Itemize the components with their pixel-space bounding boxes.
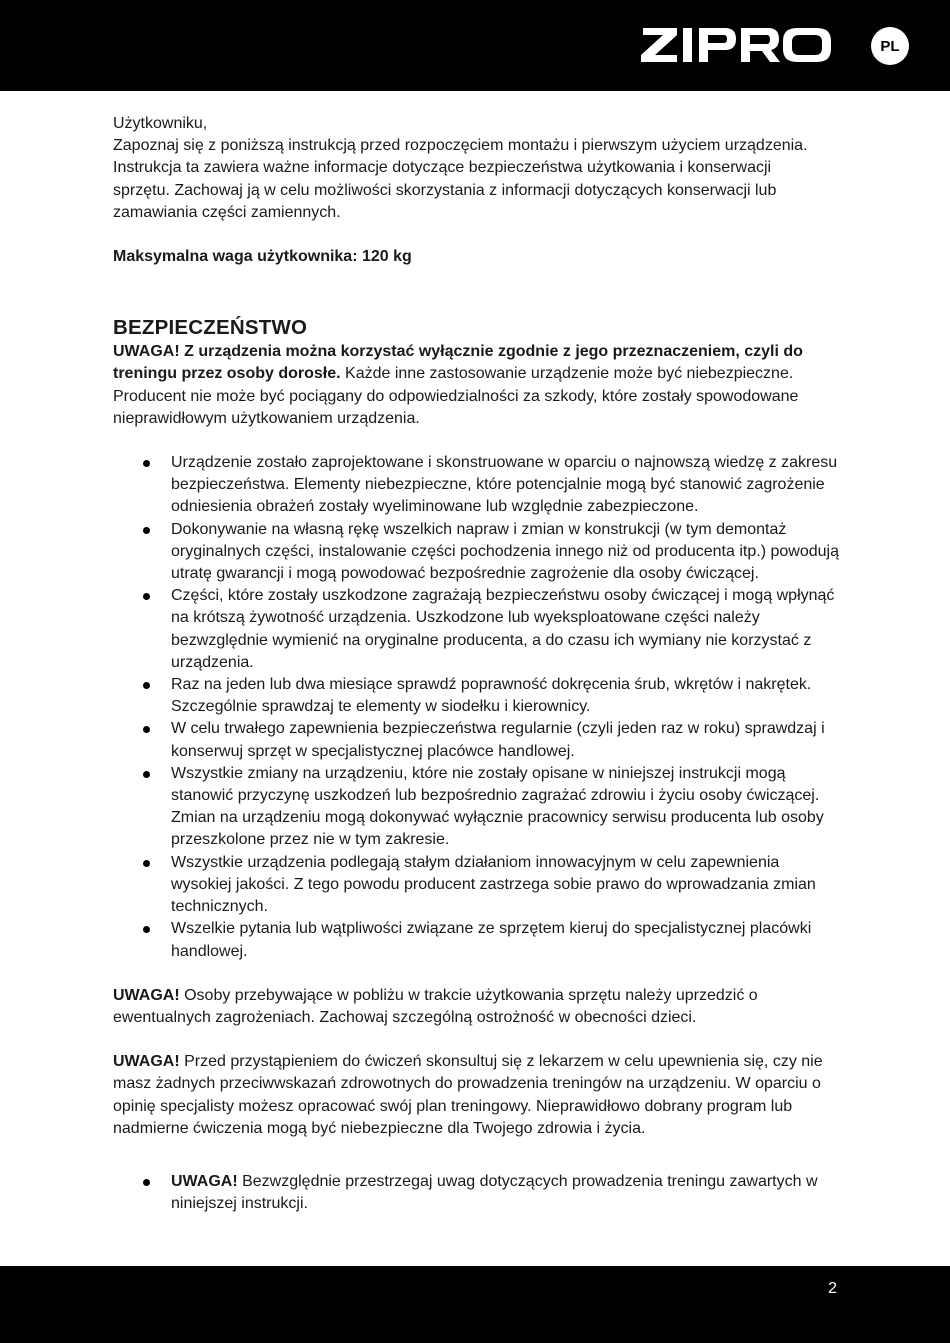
warning-bold-text: UWAGA! Z urządzenia można korzystać wyłącznie zgodnie z jego przeznaczeniem, czyli do treningu przez osoby dorosłe. [113, 343, 803, 383]
list-item-text: Wszystkie zmiany na urządzeniu, które nie zostały opisane w niniejszej instrukcji mogą stanowić przyczynę uszkodzeń lub bezpośrednio zagrażać zdrowiu i życiu osoby ćwiczącej. Zmian na urządzeniu mogą dokonywać wyłącznie pracownicy serwisu producenta lub osoby przeszkolone przez nie w tym zakresie. [171, 764, 824, 849]
zipro-logo [641, 24, 831, 66]
list-item [113, 918, 843, 962]
list-item [113, 585, 843, 674]
warning-bold-text: UWAGA! [113, 1053, 180, 1071]
warning-bold-text: UWAGA! [171, 1172, 238, 1190]
bullet-icon [143, 860, 150, 867]
list-item-text: Wszelkie pytania lub wątpliwości związane ze sprzętem kieruj do specjalistycznej placówki handlowej. [171, 920, 812, 960]
list-item-text: Raz na jeden lub dwa miesiące sprawdź poprawność dokręcenia śrub, wkrętów i nakrętek. Szczególnie sprawdzaj te elementy w siodełku i kierownicy. [171, 676, 812, 716]
intro-line: sprzętu. Zachowaj ją w celu możliwości skorzystania z informacji dotyczących konserwacji lub [113, 181, 777, 199]
max-weight-note: Maksymalna waga użytkownika: 120 kg [113, 248, 412, 266]
warning-bold-text: UWAGA! [113, 986, 180, 1004]
list-item [113, 852, 843, 919]
page-number: 2 [828, 1280, 837, 1297]
intro-line: Instrukcja ta zawiera ważne informacje dotyczące bezpieczeństwa użytkowania i konserwacji [113, 159, 772, 177]
page-header [0, 0, 950, 91]
bullet-icon [143, 460, 150, 467]
bullet-icon [143, 593, 150, 600]
intro-line: zamawiania części zamiennych. [113, 203, 341, 221]
list-item [113, 674, 843, 718]
final-bullet-list [113, 1171, 843, 1215]
list-item-text: Urządzenie zostało zaprojektowane i skonstruowane w oparciu o najnowszą wiedzę z zakresu bezpieczeństwa. Elementy niebezpieczne, które potencjalnie mogą być stanowić zagrożenie odniesienia obrażeń zostały wyeliminowane lub względnie zabezpieczone. [171, 454, 838, 516]
bullet-icon [143, 726, 150, 733]
list-item [113, 1171, 843, 1215]
list-item-text: Dokonywanie na własną rękę wszelkich napraw i zmian w konstrukcji (w tym demontaż oryginalnych części, instalowanie części pochodzenia innego niż od producenta itp.) powodują utratę gwarancji i mogą powodować bezpośrednie zagrożenie dla osoby ćwiczącej. [171, 520, 839, 583]
medical-warning [113, 1051, 843, 1140]
proximity-warning [113, 985, 843, 1029]
list-item-text: Wszystkie urządzenia podlegają stałym działaniom innowacyjnym w celu zapewnienia wysokiej jakości. Z tego powodu producent zastrzega sobie prawo do wprowadzania zmian technicznych. [171, 853, 816, 916]
warning-text: Przed przystąpieniem do ćwiczeń skonsultuj się z lekarzem w celu upewnienia się, czy nie masz żadnych przeciwwskazań zdrowotnych do prowadzenia treningów na urządzeniu. W oparciu o opinię specjalisty możesz opracować swój plan treningowy. Nieprawidłowo dobrany program lub nadmierne ćwiczenia mogą być niebezpieczne dla Twojego zdrowia i życia. [113, 1053, 823, 1137]
intro-section [113, 113, 843, 224]
list-item [113, 519, 843, 586]
bullet-icon [143, 771, 150, 778]
section-title-safety: BEZPIECZEŃSTWO [113, 316, 308, 340]
bullet-icon [143, 1179, 150, 1186]
list-item-text: W celu trwałego zapewnienia bezpieczeństwa regularnie (czyli jeden raz w roku) sprawdzaj i konserwuj sprzęt w specjalistycznej placówce handlowej. [171, 720, 825, 760]
language-badge: PL [871, 27, 909, 65]
bullet-icon [143, 682, 150, 689]
document-body [113, 113, 843, 1215]
bullet-icon [143, 527, 150, 534]
warning-text: Każde inne zastosowanie urządzenie może być niebezpieczne. Producent nie może być pociągany do odpowiedzialności za szkody, które zostały spowodowane nieprawidłowym użytkowaniem urządzenia. [113, 365, 799, 427]
list-item [113, 452, 843, 519]
bullet-icon [143, 926, 150, 933]
page-footer [0, 1266, 950, 1343]
safety-warning [113, 341, 843, 430]
list-item [113, 718, 843, 762]
list-item [113, 763, 843, 852]
list-item-text: Bezwzględnie przestrzegaj uwag dotyczących prowadzenia treningu zawartych w niniejszej instrukcji. [171, 1172, 818, 1213]
greeting: Użytkowniku, [113, 115, 208, 132]
safety-bullet-list [113, 452, 843, 963]
list-item-text: Części, które zostały uszkodzone zagrażają bezpieczeństwu osoby ćwiczącej i mogą wpłynąć na krótszą żywotność urządzenia. Uszkodzone lub wyeksploatowane części należy bezwzględnie wymienić na oryginalne producenta, a do czasu ich wymiany nie korzystać z urządzenia. [171, 587, 835, 671]
intro-line: Zapoznaj się z poniższą instrukcją przed rozpoczęciem montażu i pierwszym użyciem urządzenia. [113, 137, 808, 155]
warning-text: Osoby przebywające w pobliżu w trakcie użytkowania sprzętu należy uprzedzić o ewentualnych zagrożeniach. Zachowaj szczególną ostrożność w obecności dzieci. [113, 986, 758, 1026]
